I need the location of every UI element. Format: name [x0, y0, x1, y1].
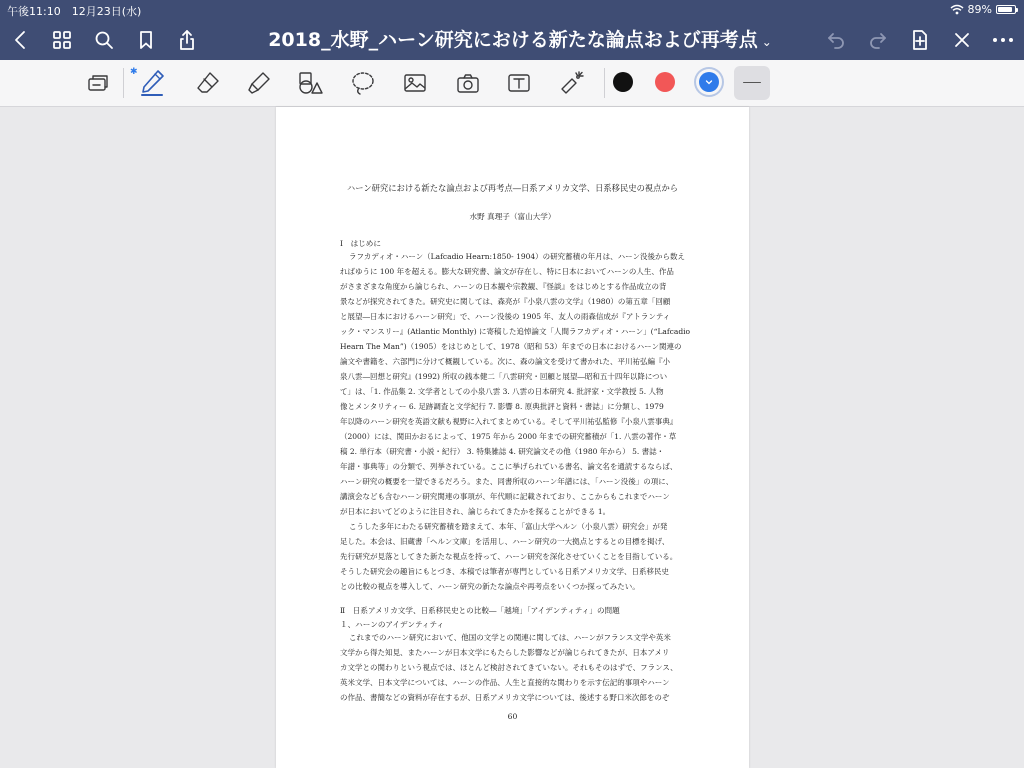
- chevron-left-icon: [11, 29, 31, 51]
- close-button[interactable]: [944, 20, 980, 60]
- color-swatch-black[interactable]: [613, 72, 633, 92]
- annotation-toolbar: [0, 60, 1024, 107]
- share-button[interactable]: [169, 20, 205, 60]
- paragraph-line: （2000）には、関田かおるによって、1975 年から 2000 年までの研究蓄積が「1. 八雲の著作・草: [340, 432, 677, 441]
- more-button[interactable]: [985, 20, 1021, 60]
- battery-percent: 89%: [967, 3, 992, 16]
- shapes-tool-button[interactable]: [290, 64, 330, 102]
- paragraph-line: の作品、書簡などの資料が存在するが、日系アメリカ文学については、後述する野口米次郎をのぞ: [340, 693, 670, 702]
- paper-title: ハーン研究における新たな論点および再考点―日系アメリカ文学、日系移民史の視点から: [346, 183, 679, 193]
- text-box-tool-button[interactable]: [499, 64, 539, 102]
- paragraph-line: との比較の視点を導入して、ハーン研究の新たな論点や再考点をいくつか探ってみたい。: [340, 582, 640, 591]
- camera-tool-button[interactable]: [448, 64, 488, 102]
- paragraph-line: こうした多年にわたる研究蓄積を踏まえて、本年、「富山大学ヘルン（小泉八雲）研究会」が発: [349, 522, 668, 531]
- thumbnails-button[interactable]: [44, 20, 80, 60]
- pen-tool-button[interactable]: [132, 64, 172, 102]
- add-page-button[interactable]: [902, 20, 938, 60]
- bookmark-button[interactable]: [128, 20, 164, 60]
- paragraph-line: ればゆうに 100 年を超える。膨大な研究書、論文が存在し、特に日本においてハーンの人生、作品: [340, 267, 674, 276]
- toolbar-separator: [604, 68, 605, 98]
- highlighter-tool-button[interactable]: [239, 64, 279, 102]
- document-title-text: 2018_水野_ハーン研究における新たな論点および再考点: [268, 29, 758, 51]
- search-button[interactable]: [86, 20, 122, 60]
- paragraph-line: て」は、「1. 作品集 2. 文学者としての小泉八雲 3. 八雲の日本研究 4. 批評家・文学教授 5. 人物: [340, 387, 664, 396]
- status-bar: [0, 0, 1024, 20]
- paragraph-line: 講演会なども含むハーン研究関連の事項が、年代順に記載されており、ここからもこれまでハーン: [340, 492, 670, 501]
- bookmark-icon: [136, 30, 156, 50]
- paragraph-line: がさまざまな角度から論じられ、ハーンの日本観や宗教観、『怪談』をはじめとする作品成立の背: [340, 282, 667, 291]
- share-icon: [177, 29, 197, 51]
- stroke-thin-icon: [743, 82, 761, 83]
- paragraph-line: 文学から得た知見、またハーンが日本文学にもたらした影響などが論じられてきたが、日本アメリ: [340, 648, 670, 657]
- toolbar-separator: [123, 68, 124, 98]
- redo-button[interactable]: [860, 20, 896, 60]
- status-right: [950, 3, 1016, 16]
- back-button[interactable]: [3, 20, 39, 60]
- navigation-bar: [0, 20, 1024, 60]
- chevron-down-icon: ⌄: [761, 35, 772, 49]
- document-page[interactable]: [276, 107, 749, 768]
- laser-pointer-tool-button[interactable]: [552, 64, 592, 102]
- eraser-icon: [195, 70, 221, 96]
- paragraph-line: 英米文学、日本文学については、ハーンの作品、人生と直接的な関わりを示す伝記的事項やハーン: [340, 678, 670, 687]
- paragraph-line: 稿 2. 単行本（研究書・小説・紀行） 3. 特集雑誌 4. 研究論文その他（1980 年から） 5. 書誌・: [340, 447, 665, 456]
- shapes-icon: [296, 70, 324, 96]
- document-title[interactable]: [240, 20, 800, 60]
- image-icon: [402, 71, 428, 95]
- undo-button[interactable]: [818, 20, 854, 60]
- redo-icon: [868, 30, 888, 50]
- zoom-box-icon: [86, 71, 110, 95]
- paragraph-line: ック・マンスリー』(Atlantic Monthly) に寄稿した追悼論文「人間ラフカディオ・ハーン」(“Lafcadio: [340, 327, 691, 336]
- highlighter-icon: [246, 70, 272, 96]
- section-heading-2: Ⅱ 日系アメリカ文学、日系移民史との比較―「越境」「アイデンティティ」の問題: [340, 606, 620, 615]
- paragraph-line: カ文学との関わりという視点では、ほとんど検討されてきていない。それもそのはずで、フランス、: [340, 663, 678, 672]
- paragraph-line: が日本においてどのように注目され、論じられてきたかを探ることができる 1。: [340, 507, 611, 516]
- paragraph-line: ラフカディオ・ハーン（Lafcadio Hearn:1850- 1904）の研究蓄積の年月は、ハーン没後から数え: [349, 252, 686, 261]
- close-icon: [953, 31, 971, 49]
- battery-icon: [996, 5, 1016, 14]
- lasso-icon: [350, 70, 376, 96]
- image-tool-button[interactable]: [395, 64, 435, 102]
- bluetooth-icon: ✱: [130, 67, 138, 77]
- stroke-width-thin-button[interactable]: [734, 66, 770, 100]
- paragraph-line: 年譜・事典等」の分類で、列挙されている。ここに挙げられている書名、論文名を通読するならば、: [340, 462, 678, 471]
- chevron-down-icon: [699, 72, 719, 92]
- camera-icon: [455, 71, 481, 95]
- eraser-tool-button[interactable]: [188, 64, 228, 102]
- text-box-icon: [506, 71, 532, 95]
- paragraph-line: そうした研究会の趣旨にもとづき、本稿では筆者が専門としている日系アメリカ文学、日系移民史: [340, 567, 670, 576]
- paragraph-line: 泉八雲―回想と研究』(1992) 所収の銭本健二「八雲研究・回顧と展望―昭和五十四年以降につい: [340, 372, 668, 381]
- add-page-icon: [910, 29, 930, 51]
- laser-pointer-icon: [558, 69, 586, 97]
- paragraph-line: と展望―日本におけるハーン研究」で、ハーン没後の 1905 年、友人の雨森信成が『アトランティ: [340, 312, 671, 321]
- paragraph-line: 先行研究が見落としてきた新たな視点を持って、ハーン研究を深化させていくことを目指している。: [340, 552, 678, 561]
- paragraph-line: 像とメンタリティー 6. 足跡調査と文学紀行 7. 影響 8. 原典批評と資料・書誌」に分類し、1979: [340, 402, 664, 411]
- page-number: 60: [507, 712, 518, 721]
- paragraph-line: ハーン研究の概要を一望できるだろう。また、同書所収のハーン年譜には、「ハーン没後」の項に、: [340, 477, 674, 486]
- subsection-heading: １、ハーンのアイデンティティ: [340, 620, 445, 629]
- paragraph-line: Hearn The Man”)（1905）をはじめとして、1978（昭和 53）年までの日本におけるハーン関連の: [340, 342, 682, 351]
- more-icon: [992, 37, 1014, 43]
- document-canvas[interactable]: [0, 107, 1024, 768]
- paragraph-line: 足した。本会は、旧蔵書「ヘルン文庫」を活用し、ハーン研究の一大拠点とするとの目標を掲げ、: [340, 537, 670, 546]
- paper-author: 水野 真理子（富山大学）: [469, 212, 556, 221]
- search-icon: [94, 30, 114, 50]
- section-heading-1: Ⅰ はじめに: [340, 239, 381, 248]
- grid-icon: [52, 30, 72, 50]
- status-time-date: 午後11:10 12月23日(水): [7, 5, 142, 18]
- undo-icon: [826, 30, 846, 50]
- pen-icon: [138, 68, 166, 98]
- paragraph-line: 年以降のハーン研究を英語文献も視野に入れてまとめている。そして平川祐弘監修『小泉八雲事典』: [340, 417, 678, 426]
- wifi-icon: [950, 4, 964, 15]
- paragraph-line: これまでのハーン研究において、他国の文学との関連に関しては、ハーンがフランス文学や英米: [349, 633, 671, 642]
- zoom-box-button[interactable]: [78, 64, 118, 102]
- color-swatch-red[interactable]: [655, 72, 675, 92]
- color-swatch-blue[interactable]: [699, 72, 719, 92]
- lasso-tool-button[interactable]: [343, 64, 383, 102]
- paragraph-line: 景などが探究されてきた。研究史に関しては、森亮が『小泉八雲の文学』（1980）の第五章「回顧: [340, 297, 671, 306]
- paragraph-line: 論文や書籍を、六部門に分けて概観している。次に、森の論文を受けて書かれた、平川祐弘編『小: [340, 357, 670, 366]
